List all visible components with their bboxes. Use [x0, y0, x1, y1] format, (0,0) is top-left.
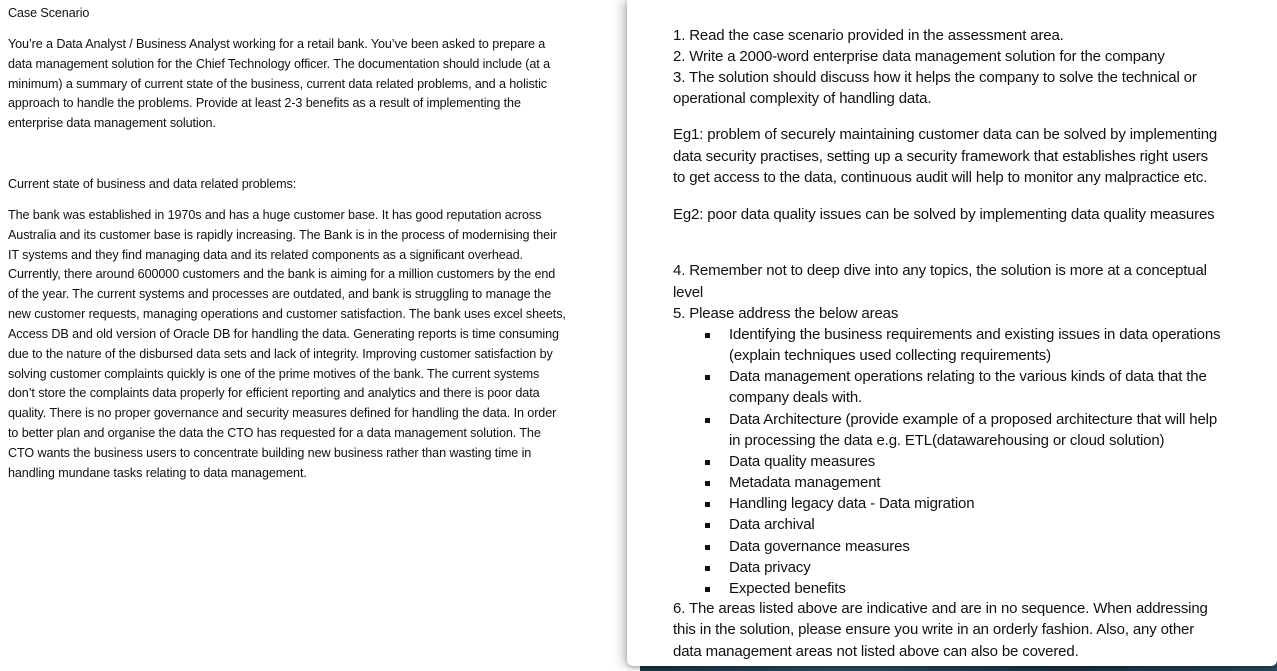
- bullet-icon: [705, 375, 710, 380]
- body-line: handling mundane tasks relating to data management.: [8, 466, 307, 480]
- document-title: Case Scenario: [8, 6, 90, 20]
- bullet-item: Data governance measures: [729, 538, 910, 555]
- step-line: this in the solution, please ensure you write in an orderly fashion. Also, any other: [673, 621, 1195, 638]
- body-line: to better plan and organise the data the CTO has requested for a data management solution. The: [8, 426, 541, 440]
- bullet-icon: [705, 333, 710, 338]
- bullet-item: Identifying the business requirements and existing issues in data operations: [729, 326, 1221, 343]
- example-line: data security practises, setting up a security framework that establishes right users: [673, 148, 1208, 165]
- bullet-item-continued: in processing the data e.g. ETL(datawarehousing or cloud solution): [729, 432, 1165, 449]
- example-line: Eg1: problem of securely maintaining customer data can be solved by implementing: [673, 126, 1218, 143]
- step-line: 2. Write a 2000-word enterprise data management solution for the company: [673, 48, 1165, 65]
- bullet-icon: [705, 566, 710, 571]
- body-line: IT systems and they find managing data and its related components as a significant overhead.: [8, 248, 523, 262]
- bullet-icon: [705, 545, 710, 550]
- bullet-icon: [705, 418, 710, 423]
- bullet-item: Data privacy: [729, 559, 811, 576]
- step-line: data management areas not listed above can also be covered.: [673, 643, 1079, 660]
- body-line: Australia and its customer base is rapidly increasing. The Bank is in the process of modernising their: [8, 228, 557, 242]
- body-line: Currently, there around 600000 customers and the bank is aiming for a million customers by the end: [8, 267, 556, 281]
- body-line: of the year. The current systems and processes are outdated, and bank is struggling to manage the: [8, 287, 552, 301]
- bullet-icon: [705, 587, 710, 592]
- body-line: due to the nature of the disbursed data sets and lack of integrity. Improving customer satisfaction by: [8, 347, 553, 361]
- bullet-icon: [705, 481, 710, 486]
- section-heading: Current state of business and data related problems:: [8, 177, 297, 191]
- step-line: 5. Please address the below areas: [673, 305, 899, 322]
- bullet-item: Data archival: [729, 516, 815, 533]
- example-line: Eg2: poor data quality issues can be solved by implementing data quality measures: [673, 206, 1215, 223]
- bullet-item-continued: company deals with.: [729, 389, 863, 406]
- step-line: 3. The solution should discuss how it helps the company to solve the technical or: [673, 69, 1197, 86]
- step-line: operational complexity of handling data.: [673, 90, 932, 107]
- body-line: new customer requests, managing operations and customer satisfaction. The bank uses excel sheets,: [8, 307, 566, 321]
- step-line: 1. Read the case scenario provided in the assessment area.: [673, 27, 1064, 44]
- body-line: solving customer complaints quickly is one of the prime motives of the bank. The current systems: [8, 367, 540, 381]
- bullet-item: Data management operations relating to the various kinds of data that the: [729, 368, 1207, 385]
- bullet-icon: [705, 502, 710, 507]
- body-line: The bank was established in 1970s and has a huge customer base. It has good reputation across: [8, 208, 542, 222]
- bullet-item-continued: (explain techniques used collecting requirements): [729, 347, 1051, 364]
- body-line: Access DB and old version of Oracle DB for handling the data. Generating reports is time consuming: [8, 327, 559, 341]
- bullet-icon: [705, 460, 710, 465]
- bullet-item: Metadata management: [729, 474, 881, 491]
- body-line: quality. There is no proper governance and security measures defined for handling the data. In order: [8, 406, 557, 420]
- bullet-item: Handling legacy data - Data migration: [729, 495, 975, 512]
- bullet-icon: [705, 523, 710, 528]
- step-line: 4. Remember not to deep dive into any topics, the solution is more at a conceptual: [673, 262, 1207, 279]
- instructions-document: [627, 0, 1277, 666]
- intro-line: minimum) a summary of current state of the business, current data related problems, and a holistic: [8, 77, 547, 91]
- bullet-item: Expected benefits: [729, 580, 846, 597]
- intro-line: approach to handle the problems. Provide at least 2-3 benefits as a result of implementing the: [8, 96, 521, 110]
- example-line: to get access to the data, continuous audit will help to monitor any malpractice etc.: [673, 169, 1208, 186]
- intro-line: data management solution for the Chief Technology officer. The documentation should include (at a: [8, 57, 550, 71]
- body-line: CTO wants the business users to concentrate building new business rather than wasting time in: [8, 446, 532, 460]
- step-line: 6. The areas listed above are indicative and are in no sequence. When addressing: [673, 600, 1208, 617]
- bullet-item: Data Architecture (provide example of a proposed architecture that will help: [729, 411, 1218, 428]
- bullet-item: Data quality measures: [729, 453, 876, 470]
- step-line: level: [673, 284, 704, 301]
- intro-line: enterprise data management solution.: [8, 116, 216, 130]
- body-line: don’t store the complaints data properly for efficient reporting and analytics and there is poor data: [8, 386, 540, 400]
- intro-line: You’re a Data Analyst / Business Analyst working for a retail bank. You’ve been asked to prepare a: [8, 37, 546, 51]
